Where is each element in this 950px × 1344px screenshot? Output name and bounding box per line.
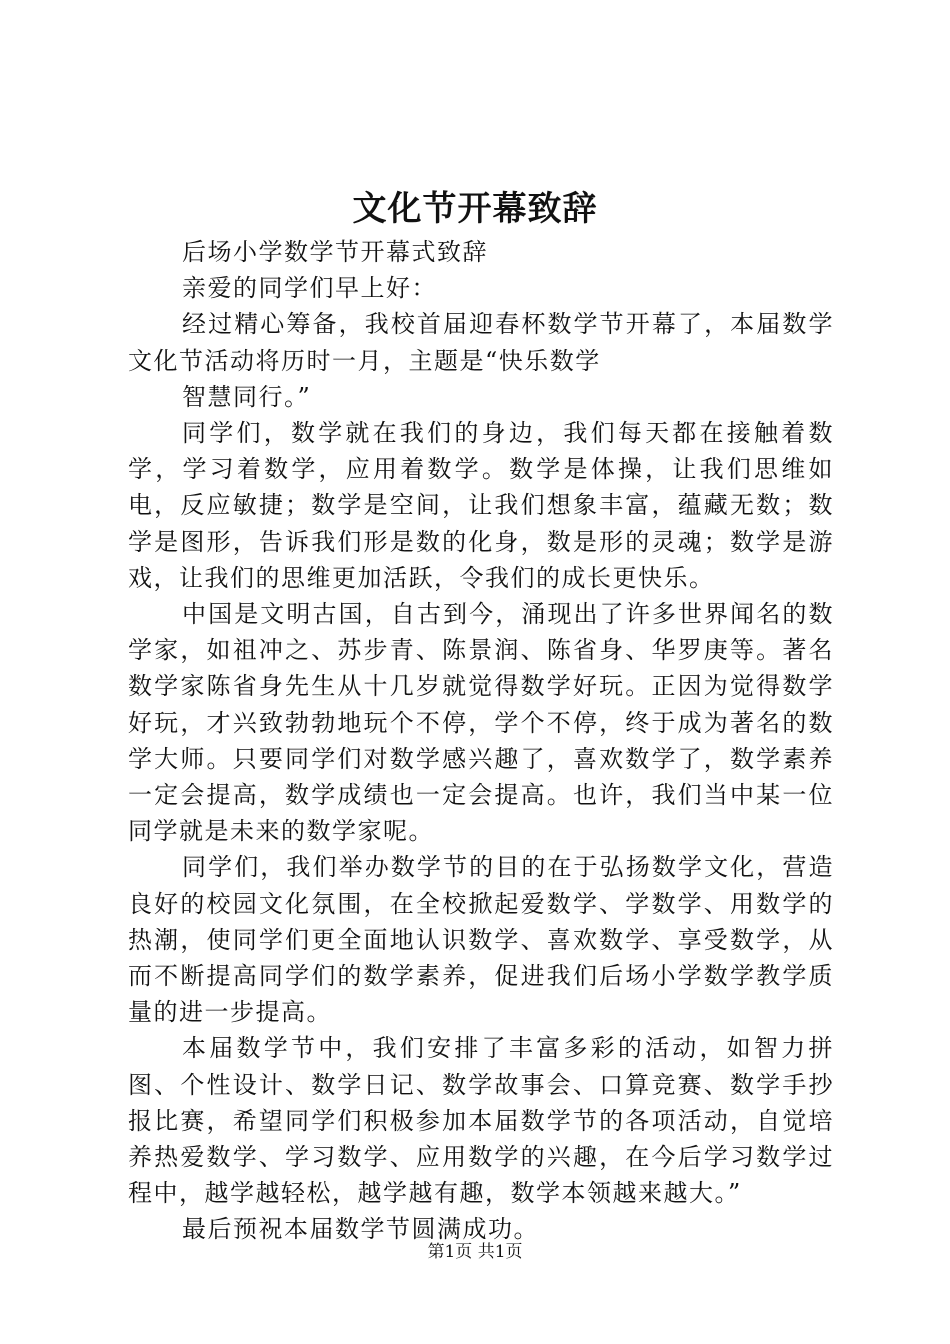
paragraph: 经过精心筹备，我校首届迎春杯数学节开幕了，本届数学文化节活动将历时一月，主题是“快乐数学 (128, 310, 834, 375)
paragraph: 中国是文明古国，自古到今，涌现出了许多世界闻名的数学家，如祖冲之、苏步青、陈景润、陈省身、华罗庚等。著名数学家陈省身先生从十几岁就觉得数学好玩。正因为觉得数学好玩，才兴致勃勃地玩个不停，学个不停，终于成为著名的数学大师。只要同学们对数学感兴趣了，喜欢数学了，数学素养一定会提高，数学成绩也一定会提高。也许，我们当中某一位同学就是未来的数学家呢。 (128, 600, 834, 846)
paragraph: 后场小学数学节开幕式致辞 (182, 238, 488, 266)
page-footer: 第1页 共1页 (427, 1242, 523, 1262)
document-body (128, 234, 834, 1248)
paragraph: 同学们，我们举办数学节的目的在于弘扬数学文化，营造良好的校园文化氛围，在全校掀起爱数学、学数学、用数学的热潮，使同学们更全面地认识数学、喜欢数学、享受数学，从而不断提高同学们的数学素养，促进我们后场小学数学教学质量的进一步提高。 (128, 853, 834, 1027)
document-title: 文化节开幕致辞 (352, 189, 598, 229)
paragraph: 亲爱的同学们早上好： (182, 274, 437, 303)
paragraph: 本届数学节中，我们安排了丰富多彩的活动，如智力拼图、个性设计、数学日记、数学故事会、口算竞赛、数学手抄报比赛，希望同学们积极参加本届数学节的各项活动，自觉培养热爱数学、学习数学、应用数学的兴趣，在今后学习数学过程中，越学越轻松，越学越有趣，数学本领越来越大。” (128, 1034, 834, 1208)
paragraph: 智慧同行。” (182, 382, 312, 411)
paragraph: 同学们，数学就在我们的身边，我们每天都在接触着数学，学习着数学，应用着数学。数学是体操，让我们思维如电，反应敏捷；数学是空间，让我们想象丰富，蕴藏无数；数学是图形，告诉我们形是数的化身，数是形的灵魂；数学是游戏，让我们的思维更加活跃，令我们的成长更快乐。 (128, 419, 834, 592)
paragraph: 最后预祝本届数学节圆满成功。 (182, 1215, 539, 1244)
